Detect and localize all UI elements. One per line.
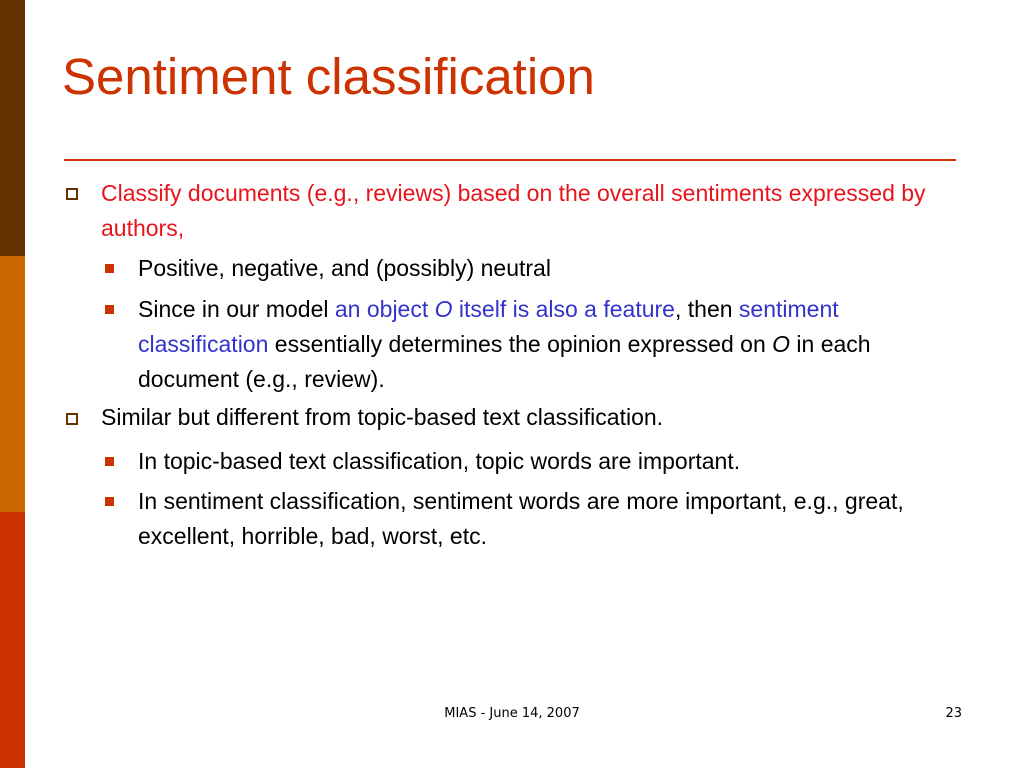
hollow-square-bullet-icon — [66, 413, 78, 425]
side-bar-middle — [0, 256, 25, 512]
solid-square-bullet-icon — [105, 305, 114, 314]
bullet-2-text: Similar but different from topic-based text classification. — [101, 404, 664, 430]
solid-square-bullet-icon — [105, 497, 114, 506]
side-bar-bottom — [0, 512, 25, 768]
side-bar-top — [0, 0, 25, 256]
run-text: O — [772, 331, 791, 357]
run-text: itself is also a feature — [452, 296, 675, 322]
hollow-square-bullet-icon — [66, 188, 78, 200]
bullet-1-sub-1-text: Positive, negative, and (possibly) neutral — [138, 255, 551, 281]
solid-square-bullet-icon — [105, 457, 114, 466]
slide-title: Sentiment classification — [62, 48, 595, 105]
bullet-1-text: Classify documents (e.g., reviews) based on the overall sentiments expressed by authors, — [101, 180, 926, 241]
footer-text: MIAS - June 14, 2007 — [444, 706, 580, 721]
page-number: 23 — [945, 706, 962, 721]
bullet-2-sub-2-text: In sentiment classification, sentiment words are more important, e.g., great, excellent, horrible, bad, worst, etc. — [138, 488, 904, 549]
run-text: essentially determines the opinion expressed on — [268, 331, 773, 357]
title-divider — [64, 159, 956, 161]
run-text: Since in our model — [138, 296, 335, 322]
bullet-1-sub-2-text — [138, 292, 878, 397]
run-text: an object — [334, 296, 435, 322]
run-text: sentiment classification — [138, 296, 839, 357]
bullet-2-sub-1-text: In topic-based text classification, topic words are important. — [138, 448, 741, 474]
run-text: in each document (e.g., review). — [138, 331, 871, 392]
solid-square-bullet-icon — [105, 264, 114, 273]
run-text: , then — [674, 296, 739, 322]
run-text: O — [434, 296, 453, 322]
